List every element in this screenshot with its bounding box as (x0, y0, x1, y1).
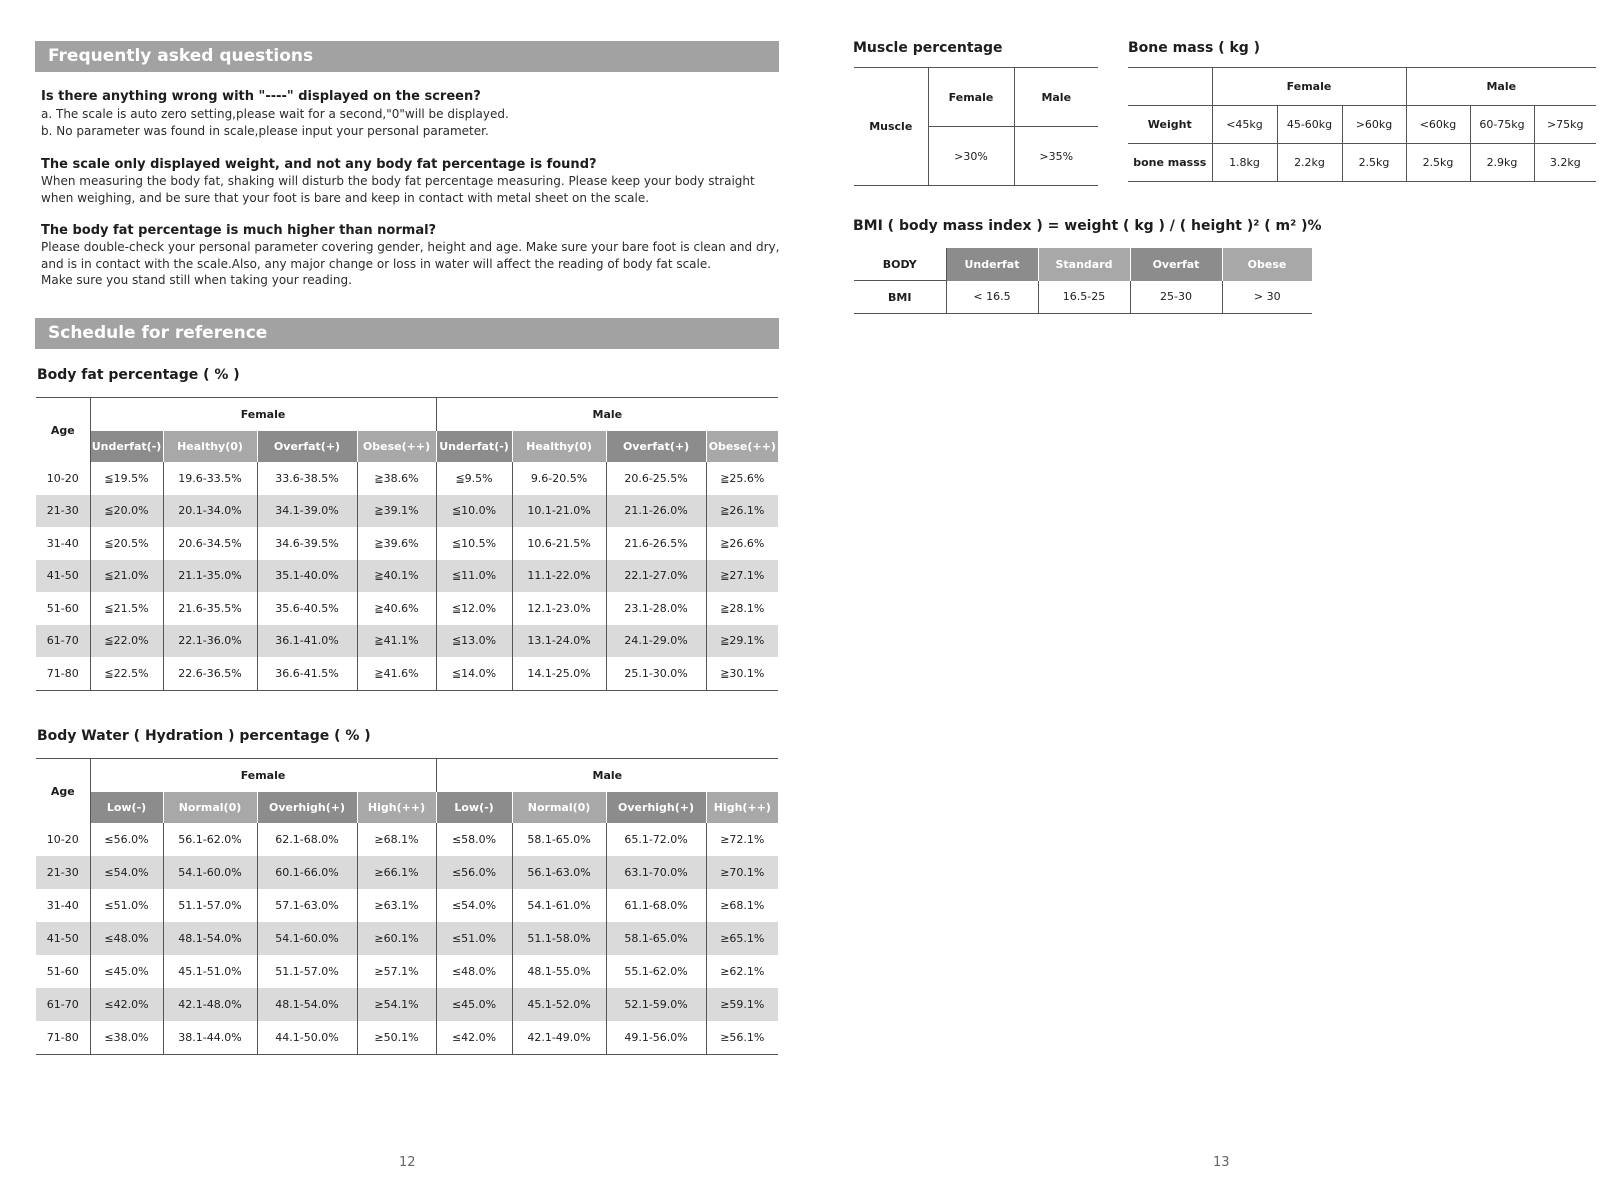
value-cell: ≥68.1% (720, 899, 765, 912)
value-cell: ≦12.0% (436, 592, 512, 625)
value-cell: 42.1-48.0% (163, 988, 257, 1021)
value-cell: 35.1-40.0% (257, 560, 357, 593)
bone-mass-cell: 2.5kg (1342, 144, 1406, 182)
value-cell: 11.1-22.0% (512, 560, 606, 593)
body-water-rows (36, 823, 778, 1055)
value-cell: 51.1-57.0% (163, 889, 257, 922)
value-cell: ≥70.1% (706, 856, 778, 889)
value-cell: 44.1-50.0% (257, 1021, 357, 1055)
value-cell: ≧40.1% (357, 560, 436, 593)
age-cell: 41-50 (36, 560, 90, 593)
age-cell: 21-30 (36, 856, 90, 889)
value-cell: ≧27.1% (706, 560, 778, 593)
bone-mass-table (1128, 67, 1596, 182)
age-cell: 41-50 (36, 922, 90, 955)
value-cell: ≤45.0% (436, 988, 512, 1021)
value-cell: 9.6-20.5% (512, 462, 606, 495)
value-cell: ≧26.1% (706, 495, 778, 528)
value-cell: 63.1-70.0% (606, 856, 706, 889)
column-header: Healthy(0) (512, 431, 606, 462)
muscle-female-value: >30% (928, 127, 1014, 186)
faq-header: Frequently asked questions (35, 41, 779, 72)
faq-question-3: The body fat percentage is much higher than normal? (41, 223, 437, 238)
value-cell: ≧39.1% (357, 495, 436, 528)
value-cell: ≧41.6% (357, 657, 436, 690)
column-header: Healthy(0) (163, 431, 257, 462)
age-cell: 10-20 (36, 823, 90, 856)
table-row (36, 657, 778, 690)
bone-male-header: Male (1406, 68, 1596, 106)
table-row (36, 1021, 778, 1055)
bone-weight-cell: <60kg (1406, 106, 1470, 144)
value-cell: 49.1-56.0% (606, 1021, 706, 1055)
faq-question-2: The scale only displayed weight, and not any body fat percentage is found? (41, 157, 597, 172)
value-cell: ≦9.5% (436, 462, 512, 495)
value-cell: 62.1-68.0% (257, 823, 357, 856)
table-row (36, 889, 778, 922)
value-cell: ≥56.1% (720, 1031, 765, 1044)
age-cell: 51-60 (36, 592, 90, 625)
table-row (36, 527, 778, 560)
value-cell: ≧28.1% (720, 601, 765, 615)
value-cell: ≤54.0% (90, 856, 163, 889)
age-cell: 31-40 (36, 527, 90, 560)
value-cell: 56.1-62.0% (163, 823, 257, 856)
bone-weight-label: Weight (1128, 106, 1212, 144)
page-number-left: 12 (399, 1155, 416, 1170)
bmi-table (854, 248, 1313, 314)
column-header: Obese(++) (357, 431, 436, 462)
column-header: Overhigh(+) (257, 792, 357, 823)
value-cell: ≦19.5% (90, 462, 163, 495)
value-cell: ≧38.6% (357, 462, 436, 495)
column-header: High(++) (357, 792, 436, 823)
value-cell: ≦10.0% (436, 495, 512, 528)
faq-answer-3-line-2: and is in contact with the scale.Also, any major change or loss in water will affect the reading of body fat scale. (41, 257, 712, 271)
value-cell: ≦20.0% (90, 495, 163, 528)
female-group-header: Female (90, 759, 436, 793)
bone-mass-cell: 2.9kg (1470, 144, 1534, 182)
value-cell: ≥57.1% (357, 955, 436, 988)
value-cell: 23.1-28.0% (606, 592, 706, 625)
bone-weight-cell: >60kg (1342, 106, 1406, 144)
table-row (36, 560, 778, 593)
value-cell: ≥72.1% (720, 833, 765, 846)
body-fat-rows (36, 462, 778, 690)
bone-female-header: Female (1212, 68, 1406, 106)
value-cell: 52.1-59.0% (606, 988, 706, 1021)
table-row (36, 625, 778, 658)
table-row (36, 495, 778, 528)
value-cell: 51.1-57.0% (257, 955, 357, 988)
value-cell: ≧26.6% (720, 536, 765, 550)
table-row (36, 988, 778, 1021)
value-cell: ≥60.1% (357, 922, 436, 955)
value-cell: 57.1-63.0% (257, 889, 357, 922)
value-cell: 42.1-49.0% (512, 1021, 606, 1055)
bmi-category: Standard (1038, 248, 1130, 281)
value-cell: ≥54.1% (357, 988, 436, 1021)
age-cell: 71-80 (36, 1021, 90, 1055)
value-cell: 21.6-26.5% (606, 527, 706, 560)
column-header: Overfat(+) (257, 431, 357, 462)
value-cell: 20.1-34.0% (163, 495, 257, 528)
value-cell: 54.1-61.0% (512, 889, 606, 922)
value-cell: 35.6-40.5% (257, 592, 357, 625)
bmi-title: BMI ( body mass index ) = weight ( kg ) / ( height )² ( m² )% (853, 218, 1322, 234)
value-cell: ≤56.0% (90, 823, 163, 856)
value-cell: ≤48.0% (90, 922, 163, 955)
value-cell: ≦22.5% (90, 657, 163, 690)
value-cell: ≤56.0% (436, 856, 512, 889)
muscle-male-header: Male (1014, 68, 1098, 127)
value-cell: 21.6-35.5% (163, 592, 257, 625)
column-header: Normal(0) (512, 792, 606, 823)
bone-mass-label: bone masss (1128, 144, 1212, 182)
value-cell: 48.1-54.0% (257, 988, 357, 1021)
value-cell: 54.1-60.0% (163, 856, 257, 889)
body-fat-title: Body fat percentage ( % ) (37, 367, 240, 383)
value-cell: ≥68.1% (357, 823, 436, 856)
value-cell: ≦13.0% (436, 625, 512, 658)
bone-mass-cell: 3.2kg (1549, 156, 1581, 169)
value-cell: ≤51.0% (90, 889, 163, 922)
bone-weight-cell: >75kg (1534, 106, 1596, 144)
value-cell: ≥50.1% (357, 1021, 436, 1055)
value-cell: 24.1-29.0% (606, 625, 706, 658)
table-row (36, 922, 778, 955)
column-header: Low(-) (436, 792, 512, 823)
value-cell: 48.1-54.0% (163, 922, 257, 955)
value-cell: 51.1-58.0% (512, 922, 606, 955)
value-cell: ≦14.0% (436, 657, 512, 690)
bmi-value: 25-30 (1130, 281, 1222, 314)
value-cell: 58.1-65.0% (512, 823, 606, 856)
value-cell: 56.1-63.0% (512, 856, 606, 889)
value-cell: 54.1-60.0% (257, 922, 357, 955)
muscle-row-label: Muscle (854, 68, 928, 186)
bone-mass-cell: 1.8kg (1212, 144, 1277, 182)
value-cell: ≦21.0% (90, 560, 163, 593)
value-cell: 14.1-25.0% (512, 657, 606, 690)
value-cell: 65.1-72.0% (606, 823, 706, 856)
value-cell: 34.1-39.0% (257, 495, 357, 528)
male-group-header: Male (592, 408, 623, 421)
value-cell: 20.6-25.5% (606, 462, 706, 495)
muscle-female-header: Female (928, 68, 1014, 127)
bone-weight-cell: 45-60kg (1277, 106, 1342, 144)
page-number-right: 13 (1213, 1155, 1230, 1170)
value-cell: 13.1-24.0% (512, 625, 606, 658)
value-cell: ≤54.0% (436, 889, 512, 922)
bmi-value: 16.5-25 (1038, 281, 1130, 314)
column-header: Overhigh(+) (606, 792, 706, 823)
bmi-value: > 30 (1253, 290, 1281, 304)
faq-answer-3-line-1: Please double-check your personal parameter covering gender, height and age. Make sure your bare foot is clean and dry, (41, 240, 780, 254)
faq-answer-1-line-1: a. The scale is auto zero setting,please wait for a second,"0"will be displayed. (41, 107, 509, 121)
faq-answer-1-line-2: b. No parameter was found in scale,please input your personal parameter. (41, 124, 489, 138)
age-cell: 61-70 (36, 988, 90, 1021)
value-cell: 34.6-39.5% (257, 527, 357, 560)
value-cell: ≧41.1% (357, 625, 436, 658)
body-water-title: Body Water ( Hydration ) percentage ( % ) (37, 728, 371, 744)
value-cell: 61.1-68.0% (606, 889, 706, 922)
value-cell: 22.6-36.5% (163, 657, 257, 690)
column-header: Underfat(-) (436, 431, 512, 462)
value-cell: ≤42.0% (436, 1021, 512, 1055)
value-cell: 22.1-27.0% (606, 560, 706, 593)
value-cell: ≧30.1% (720, 666, 765, 680)
age-cell: 31-40 (36, 889, 90, 922)
age-cell: 61-70 (36, 625, 90, 658)
value-cell: 48.1-55.0% (512, 955, 606, 988)
value-cell: ≥63.1% (357, 889, 436, 922)
bone-mass-cell: 2.5kg (1406, 144, 1470, 182)
table-row (36, 955, 778, 988)
value-cell: ≤58.0% (436, 823, 512, 856)
value-cell: 45.1-51.0% (163, 955, 257, 988)
value-cell: ≦22.0% (90, 625, 163, 658)
bone-weight-cell: 60-75kg (1470, 106, 1534, 144)
value-cell: 25.1-30.0% (606, 657, 706, 690)
value-cell: 20.6-34.5% (163, 527, 257, 560)
age-cell: 21-30 (36, 495, 90, 528)
faq-answer-2-line-1: When measuring the body fat, shaking will disturb the body fat percentage measuring. Please keep your body straight (41, 174, 755, 188)
age-header: Age (36, 398, 90, 463)
value-cell: ≤38.0% (90, 1021, 163, 1055)
value-cell: ≤51.0% (436, 922, 512, 955)
column-header: Underfat(-) (90, 431, 163, 462)
value-cell: 22.1-36.0% (163, 625, 257, 658)
schedule-header: Schedule for reference (35, 318, 779, 349)
bmi-value-label: BMI (854, 281, 946, 314)
value-cell: 10.6-21.5% (512, 527, 606, 560)
age-cell: 51-60 (36, 955, 90, 988)
value-cell: ≤42.0% (90, 988, 163, 1021)
muscle-male-value: >35% (1039, 149, 1074, 163)
muscle-table (854, 67, 1098, 186)
value-cell: ≤48.0% (436, 955, 512, 988)
value-cell: ≧29.1% (706, 625, 778, 658)
bmi-value: < 16.5 (946, 281, 1038, 314)
body-fat-table (36, 397, 778, 691)
column-header: Normal(0) (163, 792, 257, 823)
value-cell: ≦10.5% (436, 527, 512, 560)
value-cell: ≤45.0% (90, 955, 163, 988)
muscle-title: Muscle percentage (853, 40, 1003, 56)
value-cell: ≦20.5% (90, 527, 163, 560)
value-cell: 21.1-35.0% (163, 560, 257, 593)
value-cell: 38.1-44.0% (163, 1021, 257, 1055)
value-cell: ≦21.5% (90, 592, 163, 625)
value-cell: 19.6-33.5% (163, 462, 257, 495)
value-cell: ≦11.0% (436, 560, 512, 593)
value-cell: 60.1-66.0% (257, 856, 357, 889)
table-row (36, 592, 778, 625)
female-group-header: Female (90, 398, 436, 432)
age-header: Age (36, 759, 90, 824)
male-group-header: Male (592, 769, 623, 782)
value-cell: ≥66.1% (357, 856, 436, 889)
bmi-category: Overfat (1130, 248, 1222, 281)
faq-answer-3-line-3: Make sure you stand still when taking your reading. (41, 273, 352, 287)
value-cell: 55.1-62.0% (606, 955, 706, 988)
table-row (36, 823, 778, 856)
table-row (36, 856, 778, 889)
value-cell: 10.1-21.0% (512, 495, 606, 528)
value-cell: 58.1-65.0% (606, 922, 706, 955)
value-cell: 33.6-38.5% (257, 462, 357, 495)
faq-answer-2-line-2: when weighing, and be sure that your foot is bare and keep in contact with metal sheet on the scale. (41, 191, 650, 205)
value-cell: 45.1-52.0% (512, 988, 606, 1021)
bmi-body-label: BODY (854, 248, 946, 281)
bmi-category: Obese (1222, 248, 1312, 281)
age-cell: 71-80 (36, 657, 90, 690)
bmi-category: Underfat (946, 248, 1038, 281)
body-water-table (36, 758, 778, 1055)
column-header: Obese(++) (706, 431, 778, 462)
table-row (36, 462, 778, 495)
bone-mass-title: Bone mass ( kg ) (1128, 40, 1261, 56)
value-cell: 36.6-41.5% (257, 657, 357, 690)
value-cell: ≥62.1% (720, 965, 765, 978)
column-header: High(++) (706, 792, 778, 823)
value-cell: ≧39.6% (357, 527, 436, 560)
value-cell: ≥59.1% (706, 988, 778, 1021)
value-cell: 21.1-26.0% (606, 495, 706, 528)
value-cell: ≥65.1% (706, 922, 778, 955)
value-cell: ≧40.6% (357, 592, 436, 625)
faq-question-1: Is there anything wrong with "----" displayed on the screen? (41, 89, 481, 104)
bone-weight-cell: <45kg (1212, 106, 1277, 144)
bone-mass-cell: 2.2kg (1277, 144, 1342, 182)
value-cell: 12.1-23.0% (512, 592, 606, 625)
value-cell: ≧25.6% (720, 471, 765, 485)
column-header: Overfat(+) (606, 431, 706, 462)
column-header: Low(-) (90, 792, 163, 823)
age-cell: 10-20 (36, 462, 90, 495)
value-cell: 36.1-41.0% (257, 625, 357, 658)
